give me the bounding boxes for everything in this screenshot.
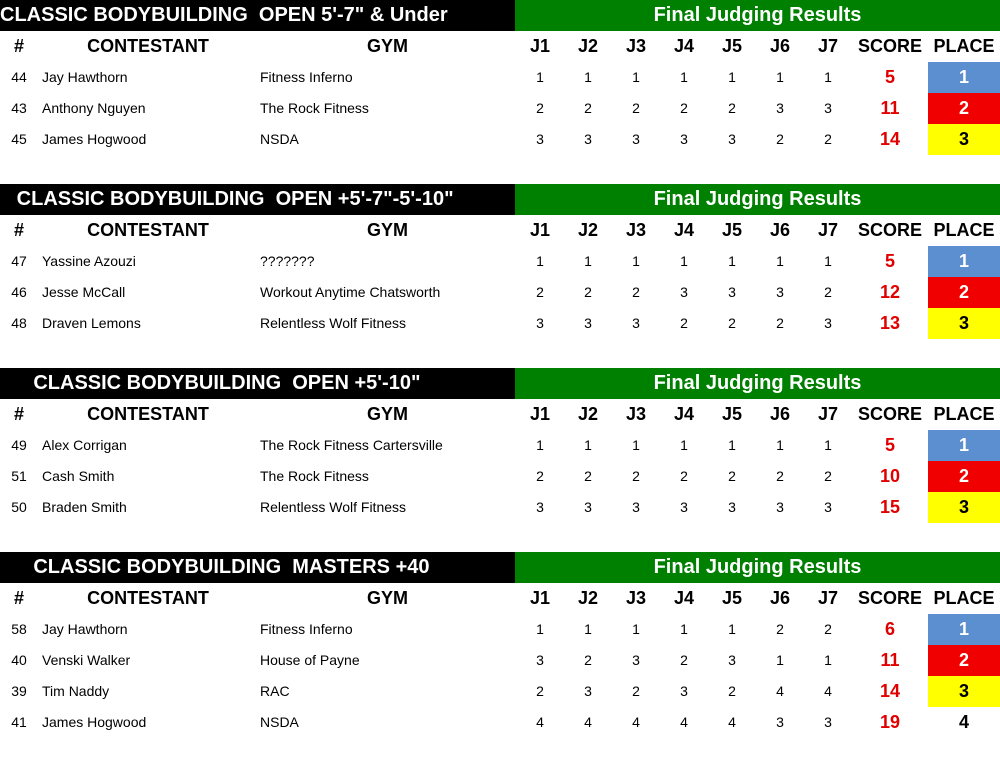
placement-badge: 2 [928,645,1000,676]
col-j2-header: J2 [577,588,599,608]
judge-3-rank: 3 [632,131,640,147]
judge-7-rank: 3 [824,714,832,730]
judge-6-rank: 1 [776,69,784,85]
judge-4-rank: 1 [680,69,688,85]
contestant-row [0,614,1000,645]
judge-7-rank: 1 [824,652,832,668]
judge-1-rank: 1 [536,69,544,85]
judge-2-rank: 2 [584,100,592,116]
contestant-gym: NSDA [260,131,299,147]
judge-5-rank: 3 [728,131,736,147]
judge-4-rank: 2 [680,100,688,116]
final-judging-label: Final Judging Results [515,552,1000,583]
judge-3-rank: 2 [632,468,640,484]
judge-4-rank: 2 [680,652,688,668]
contestant-number: 48 [11,315,27,331]
contestant-name: Cash Smith [42,468,115,484]
contestant-number: 41 [11,714,27,730]
judge-1-rank: 2 [536,683,544,699]
judge-2-rank: 3 [584,499,592,515]
contestant-row [0,124,1000,155]
judge-5-rank: 2 [728,315,736,331]
col-j2-header: J2 [577,36,599,56]
contestant-name: James Hogwood [42,714,147,730]
contestant-gym: Workout Anytime Chatsworth [260,284,441,300]
judge-4-rank: 4 [680,714,688,730]
col-j6-header: J6 [769,36,791,56]
col-place-header: PLACE [933,36,995,56]
contestant-name: Venski Walker [42,652,131,668]
contestant-number: 46 [11,284,27,300]
column-header-row [0,583,1000,614]
placement-badge: 3 [928,124,1000,155]
judge-3-rank: 4 [632,714,640,730]
contestant-number: 44 [11,69,27,85]
col-j5-header: J5 [721,404,743,424]
judge-2-rank: 3 [584,131,592,147]
judge-5-rank: 1 [728,621,736,637]
judge-7-rank: 1 [824,437,832,453]
col-contestant-header: CONTESTANT [87,220,209,240]
placement-badge: 1 [928,62,1000,93]
placement-badge: 1 [928,614,1000,645]
col-contestant-header: CONTESTANT [87,36,209,56]
judge-6-rank: 1 [776,437,784,453]
judge-7-rank: 4 [824,683,832,699]
section-header [0,0,1000,31]
judge-3-rank: 1 [632,621,640,637]
col-place-header: PLACE [933,220,995,240]
judge-4-rank: 3 [680,499,688,515]
judge-1-rank: 1 [536,437,544,453]
judge-7-rank: 3 [824,100,832,116]
col-j4-header: J4 [673,404,695,424]
results-section [0,184,1000,339]
section-header [0,368,1000,399]
contestant-gym: Fitness Inferno [260,69,353,85]
placement-badge: 3 [928,308,1000,339]
judge-6-rank: 2 [776,131,784,147]
contestant-name: Jay Hawthorn [42,621,128,637]
judge-1-rank: 3 [536,131,544,147]
judge-4-rank: 3 [680,683,688,699]
contestant-row [0,676,1000,707]
contestant-row [0,645,1000,676]
col-contestant-header: CONTESTANT [87,588,209,608]
col-j6-header: J6 [769,404,791,424]
results-section [0,552,1000,738]
judge-1-rank: 2 [536,284,544,300]
judge-2-rank: 2 [584,468,592,484]
placement-badge: 1 [928,430,1000,461]
judge-3-rank: 1 [632,69,640,85]
judge-6-rank: 3 [776,714,784,730]
judge-5-rank: 2 [728,683,736,699]
contestant-row [0,707,1000,738]
final-judging-label: Final Judging Results [515,184,1000,215]
total-score: 5 [884,67,895,87]
judge-5-rank: 3 [728,499,736,515]
contestant-gym: Relentless Wolf Fitness [260,499,407,515]
final-judging-label: Final Judging Results [515,368,1000,399]
judge-3-rank: 1 [632,437,640,453]
judge-1-rank: 2 [536,100,544,116]
judge-4-rank: 1 [680,437,688,453]
col-gym-header: GYM [366,588,408,608]
results-section [0,368,1000,523]
contestant-gym: RAC [260,683,290,699]
contestant-number: 58 [11,621,27,637]
col-j1-header: J1 [529,36,551,56]
col-score-header: SCORE [858,404,923,424]
judge-3-rank: 2 [632,683,640,699]
contestant-name: Draven Lemons [42,315,141,331]
judge-5-rank: 4 [728,714,736,730]
judge-3-rank: 3 [632,652,640,668]
judge-6-rank: 3 [776,100,784,116]
col-place-header: PLACE [933,588,995,608]
judge-2-rank: 1 [584,69,592,85]
col-j3-header: J3 [625,588,647,608]
col-j5-header: J5 [721,588,743,608]
judge-4-rank: 1 [680,253,688,269]
judge-1-rank: 1 [536,621,544,637]
judge-5-rank: 2 [728,100,736,116]
division-title: CLASSIC BODYBUILDING OPEN 5'-7" & Under [0,0,515,31]
col-j7-header: J7 [817,588,839,608]
judge-6-rank: 2 [776,621,784,637]
division-title: CLASSIC BODYBUILDING OPEN +5'-7"-5'-10" [0,184,515,215]
contestant-name: Tim Naddy [42,683,110,699]
contestant-number: 50 [11,499,27,515]
contestant-name: Jay Hawthorn [42,69,128,85]
judge-7-rank: 2 [824,284,832,300]
judge-2-rank: 3 [584,315,592,331]
division-title: CLASSIC BODYBUILDING MASTERS +40 [0,552,515,583]
contestant-number: 45 [11,131,27,147]
col-score-header: SCORE [858,588,923,608]
contestant-gym: NSDA [260,714,299,730]
judge-4-rank: 2 [680,315,688,331]
contestant-number: 47 [11,253,27,269]
total-score: 14 [879,129,901,149]
contestant-number: 39 [11,683,27,699]
col-j3-header: J3 [625,220,647,240]
judge-5-rank: 1 [728,69,736,85]
judge-5-rank: 1 [728,437,736,453]
contestant-name: Alex Corrigan [42,437,127,453]
judge-6-rank: 1 [776,253,784,269]
contestant-number: 40 [11,652,27,668]
judge-6-rank: 2 [776,468,784,484]
col-j1-header: J1 [529,588,551,608]
col-j5-header: J5 [721,220,743,240]
judge-1-rank: 3 [536,652,544,668]
contestant-row [0,246,1000,277]
column-header-row [0,215,1000,246]
total-score: 12 [879,282,901,302]
judge-7-rank: 3 [824,315,832,331]
judge-3-rank: 2 [632,100,640,116]
judge-4-rank: 3 [680,284,688,300]
judge-6-rank: 2 [776,315,784,331]
col-j1-header: J1 [529,220,551,240]
col-j2-header: J2 [577,220,599,240]
column-header-row [0,31,1000,62]
judge-6-rank: 1 [776,652,784,668]
col-score-header: SCORE [858,36,923,56]
col-number-header: # [13,588,24,608]
col-gym-header: GYM [366,404,408,424]
contestant-row [0,62,1000,93]
col-number-header: # [13,220,24,240]
placement-badge: 2 [928,93,1000,124]
total-score: 5 [884,435,895,455]
judge-1-rank: 1 [536,253,544,269]
contestant-number: 51 [11,468,27,484]
judge-6-rank: 3 [776,284,784,300]
contestant-row [0,93,1000,124]
col-number-header: # [13,404,24,424]
judge-2-rank: 1 [584,437,592,453]
judge-2-rank: 1 [584,621,592,637]
contestant-name: James Hogwood [42,131,147,147]
total-score: 14 [879,681,901,701]
contestant-row [0,430,1000,461]
col-contestant-header: CONTESTANT [87,404,209,424]
col-j1-header: J1 [529,404,551,424]
final-judging-label: Final Judging Results [515,0,1000,31]
judge-7-rank: 1 [824,69,832,85]
col-j7-header: J7 [817,36,839,56]
placement-badge: 4 [958,712,969,732]
contestant-number: 49 [11,437,27,453]
judge-7-rank: 2 [824,468,832,484]
contestant-gym: The Rock Fitness Cartersville [260,437,443,453]
total-score: 5 [884,251,895,271]
total-score: 13 [879,313,901,333]
col-number-header: # [13,36,24,56]
contestant-gym: ??????? [260,253,315,269]
contestant-row [0,461,1000,492]
judge-7-rank: 1 [824,253,832,269]
col-j2-header: J2 [577,404,599,424]
col-score-header: SCORE [858,220,923,240]
placement-badge: 2 [928,277,1000,308]
contestant-name: Yassine Azouzi [42,253,136,269]
total-score: 6 [884,619,895,639]
col-j4-header: J4 [673,220,695,240]
judge-1-rank: 2 [536,468,544,484]
column-header-row [0,399,1000,430]
col-j6-header: J6 [769,588,791,608]
judge-5-rank: 3 [728,284,736,300]
judge-6-rank: 3 [776,499,784,515]
col-j3-header: J3 [625,404,647,424]
placement-badge: 3 [928,492,1000,523]
judge-4-rank: 3 [680,131,688,147]
judge-2-rank: 2 [584,284,592,300]
judge-1-rank: 4 [536,714,544,730]
judge-7-rank: 2 [824,131,832,147]
col-j7-header: J7 [817,404,839,424]
contestant-name: Jesse McCall [42,284,126,300]
col-j5-header: J5 [721,36,743,56]
judge-7-rank: 3 [824,499,832,515]
contestant-gym: The Rock Fitness [260,468,369,484]
judge-5-rank: 2 [728,468,736,484]
contestant-row [0,492,1000,523]
col-gym-header: GYM [366,220,408,240]
contestant-number: 43 [11,100,27,116]
judge-2-rank: 3 [584,683,592,699]
judge-5-rank: 3 [728,652,736,668]
judge-3-rank: 3 [632,499,640,515]
contestant-name: Braden Smith [42,499,127,515]
section-header [0,552,1000,583]
contestant-name: Anthony Nguyen [42,100,146,116]
placement-badge: 2 [928,461,1000,492]
col-place-header: PLACE [933,404,995,424]
contestant-gym: Relentless Wolf Fitness [260,315,407,331]
judge-2-rank: 2 [584,652,592,668]
judge-5-rank: 1 [728,253,736,269]
total-score: 11 [880,98,900,118]
col-j7-header: J7 [817,220,839,240]
judge-3-rank: 3 [632,315,640,331]
col-gym-header: GYM [366,36,408,56]
contestant-row [0,277,1000,308]
judge-2-rank: 1 [584,253,592,269]
results-section [0,0,1000,155]
col-j4-header: J4 [673,588,695,608]
total-score: 10 [879,466,901,486]
col-j4-header: J4 [673,36,695,56]
judge-7-rank: 2 [824,621,832,637]
judge-4-rank: 1 [680,621,688,637]
col-j3-header: J3 [625,36,647,56]
contestant-gym: The Rock Fitness [260,100,369,116]
judge-2-rank: 4 [584,714,592,730]
judge-1-rank: 3 [536,499,544,515]
division-title: CLASSIC BODYBUILDING OPEN +5'-10" [0,368,515,399]
judge-3-rank: 1 [632,253,640,269]
contestant-gym: House of Payne [260,652,360,668]
judge-3-rank: 2 [632,284,640,300]
total-score: 19 [879,712,901,732]
total-score: 11 [880,650,900,670]
judge-6-rank: 4 [776,683,784,699]
contestant-gym: Fitness Inferno [260,621,353,637]
col-j6-header: J6 [769,220,791,240]
placement-badge: 3 [928,676,1000,707]
total-score: 15 [879,497,901,517]
placement-badge: 1 [928,246,1000,277]
judge-1-rank: 3 [536,315,544,331]
contestant-row [0,308,1000,339]
section-header [0,184,1000,215]
judge-4-rank: 2 [680,468,688,484]
